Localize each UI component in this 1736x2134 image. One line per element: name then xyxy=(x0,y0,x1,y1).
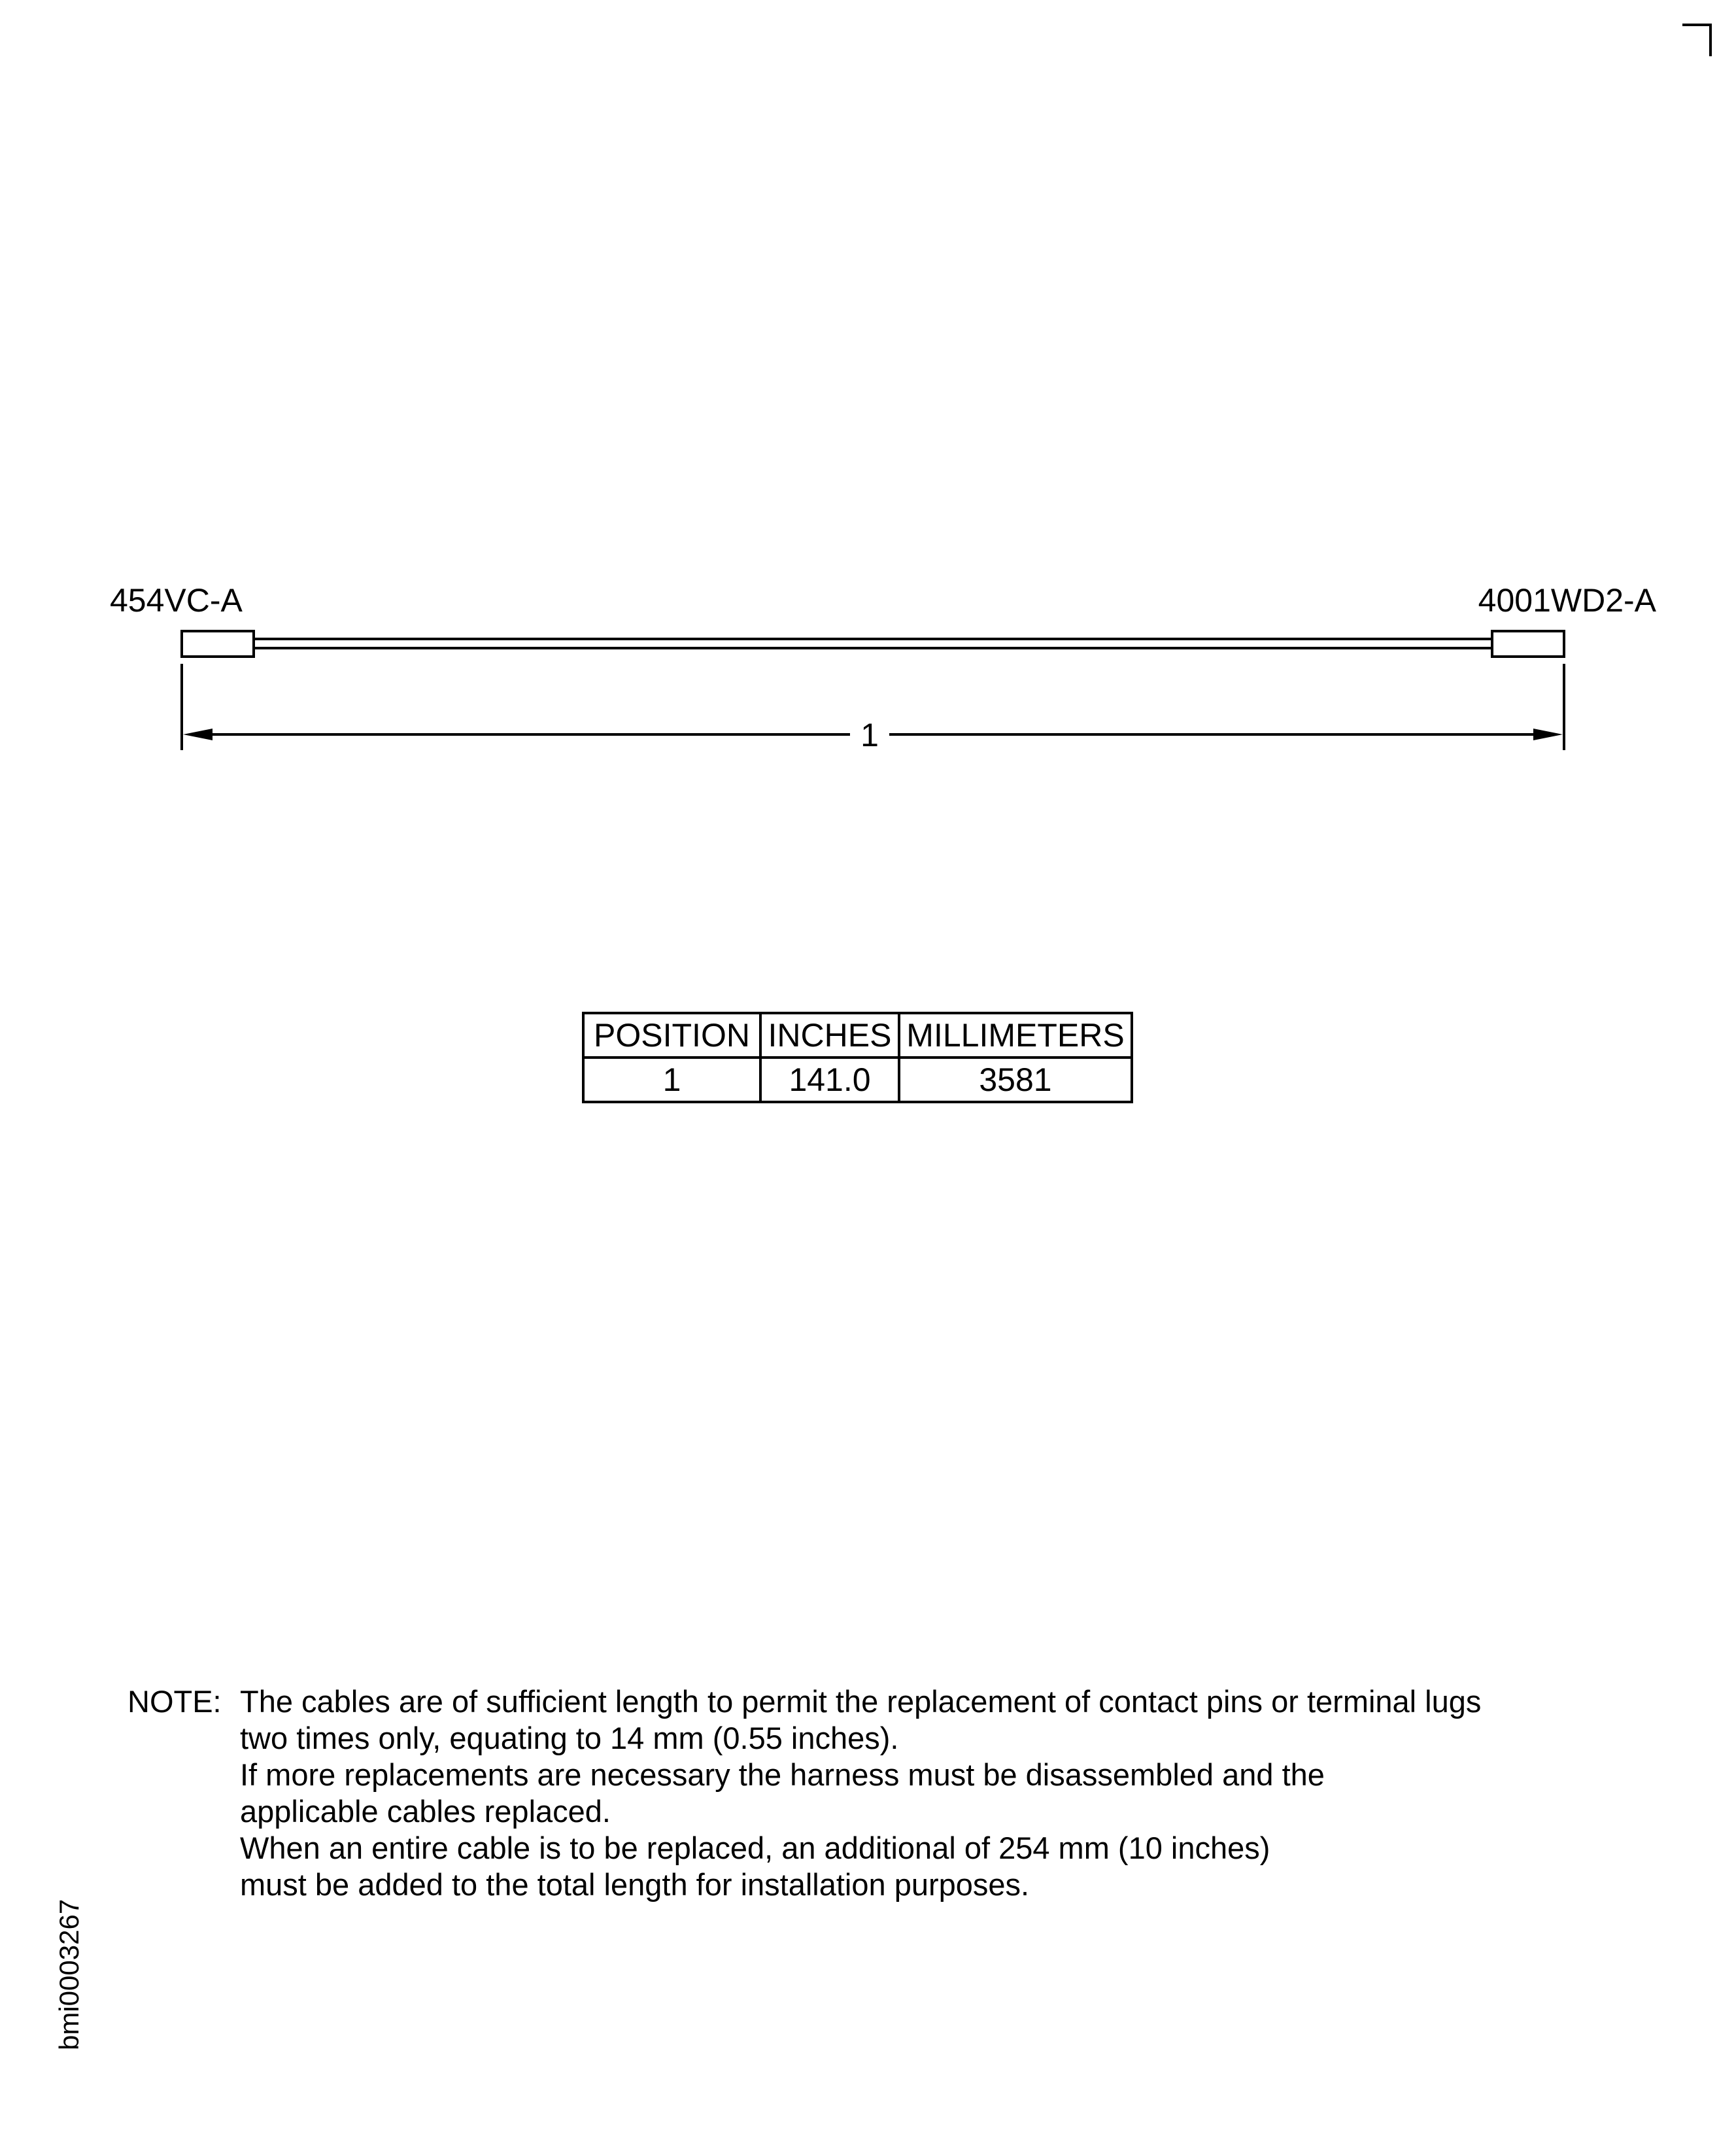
corner-mark xyxy=(1682,25,1710,56)
right-connector-label: 4001WD2-A xyxy=(1478,582,1656,619)
cell-millimeters: 3581 xyxy=(899,1058,1132,1102)
figure-id: bmi0003267 xyxy=(54,1899,84,2050)
cell-position: 1 xyxy=(583,1058,760,1102)
note-line: two times only, equating to 14 mm (0.55 inches). xyxy=(240,1721,899,1755)
table-header-row xyxy=(583,1013,1132,1058)
length-table xyxy=(582,1012,1133,1103)
dimension-label: 1 xyxy=(860,717,879,753)
table-row xyxy=(583,1058,1132,1102)
note-line: When an entire cable is to be replaced, an additional of 254 mm (10 inches) xyxy=(240,1831,1270,1865)
header-position: POSITION xyxy=(583,1013,760,1058)
header-millimeters: MILLIMETERS xyxy=(899,1013,1132,1058)
note-body xyxy=(240,1683,1711,1903)
note-line: The cables are of sufficient length to permit the replacement of contact pins or terminal lugs xyxy=(240,1684,1482,1719)
header-inches: INCHES xyxy=(760,1013,899,1058)
right-arrowhead xyxy=(1533,729,1563,740)
note-line: applicable cables replaced. xyxy=(240,1794,611,1829)
note-line: must be added to the total length for installation purposes. xyxy=(240,1867,1030,1902)
note-line: If more replacements are necessary the harness must be disassembled and the xyxy=(240,1757,1325,1792)
right-connector xyxy=(1492,631,1564,657)
left-connector-label: 454VC-A xyxy=(110,582,243,619)
cell-inches: 141.0 xyxy=(760,1058,899,1102)
left-connector xyxy=(182,631,254,657)
note-label: NOTE: xyxy=(128,1684,222,1719)
left-arrowhead xyxy=(183,729,213,740)
